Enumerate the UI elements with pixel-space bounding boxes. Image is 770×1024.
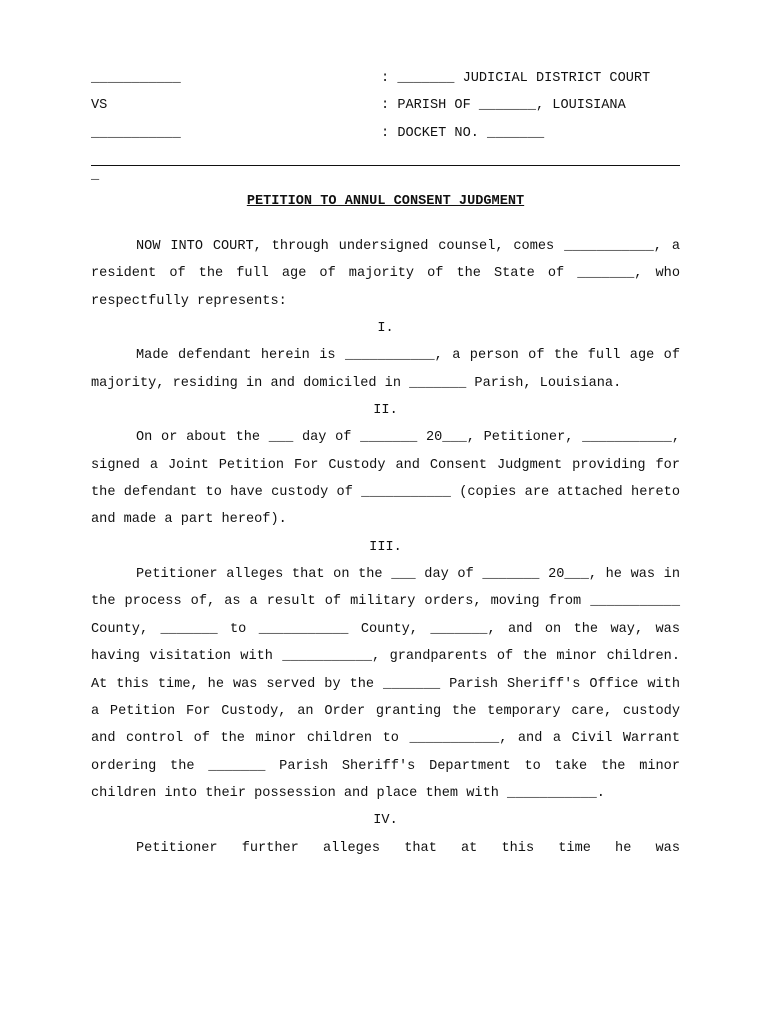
caption-divider-tail: _ xyxy=(91,168,100,183)
section-paragraph: Petitioner alleges that on the ___ day of _______ 20___, he was in the process of, as a result of military orders, moving from ___________ County, _______ to ___________ County, _______, and on the way, was having visitation with ___________, grandparents of the minor children. At this time, he was served by the _______ Parish Sheriff's Office with a Petition For Custody, an Order granting the temporary care, custody and control of the minor children to ___________, and a Civil Warrant ordering the _______ Parish Sheriff's Department to take the minor children into their possession and place them with ___________. xyxy=(91,567,680,801)
section-heading: I. xyxy=(377,321,394,337)
intro-paragraph: NOW INTO COURT, through undersigned counsel, comes ___________, a resident of the full age of majority of the State of _______, who respectfully represents: xyxy=(91,239,680,309)
versus-label: VS xyxy=(91,98,108,113)
docket-number: : DOCKET NO. _______ xyxy=(381,126,545,141)
court-name: : _______ JUDICIAL DISTRICT COURT xyxy=(381,71,651,86)
caption-row-versus xyxy=(91,96,681,116)
parish-name: : PARISH OF _______, LOUISIANA xyxy=(381,98,626,113)
section-heading: III. xyxy=(369,539,402,555)
plaintiff-name-blank: ___________ xyxy=(91,71,181,86)
section-heading: II. xyxy=(373,403,398,419)
caption-row-defendant xyxy=(91,124,681,144)
defendant-name-blank: ___________ xyxy=(91,126,181,141)
section-heading: IV. xyxy=(373,813,398,829)
section-paragraph: Made defendant herein is ___________, a person of the full age of majority, residing in and domiciled in _______ Parish, Louisiana. xyxy=(91,348,680,391)
document-title: PETITION TO ANNUL CONSENT JUDGMENT xyxy=(246,194,525,209)
section-paragraph: Petitioner further alleges that at this time he was xyxy=(136,840,680,856)
section-paragraph: On or about the ___ day of _______ 20___, Petitioner, ___________, signed a Joint Petition For Custody and Consent Judgment providing for the defendant to have custody of ___________ (copies are attached hereto and made a part hereof). xyxy=(91,430,680,528)
caption-divider xyxy=(91,165,680,166)
caption-row-plaintiff xyxy=(91,69,681,89)
document-body xyxy=(91,233,680,862)
